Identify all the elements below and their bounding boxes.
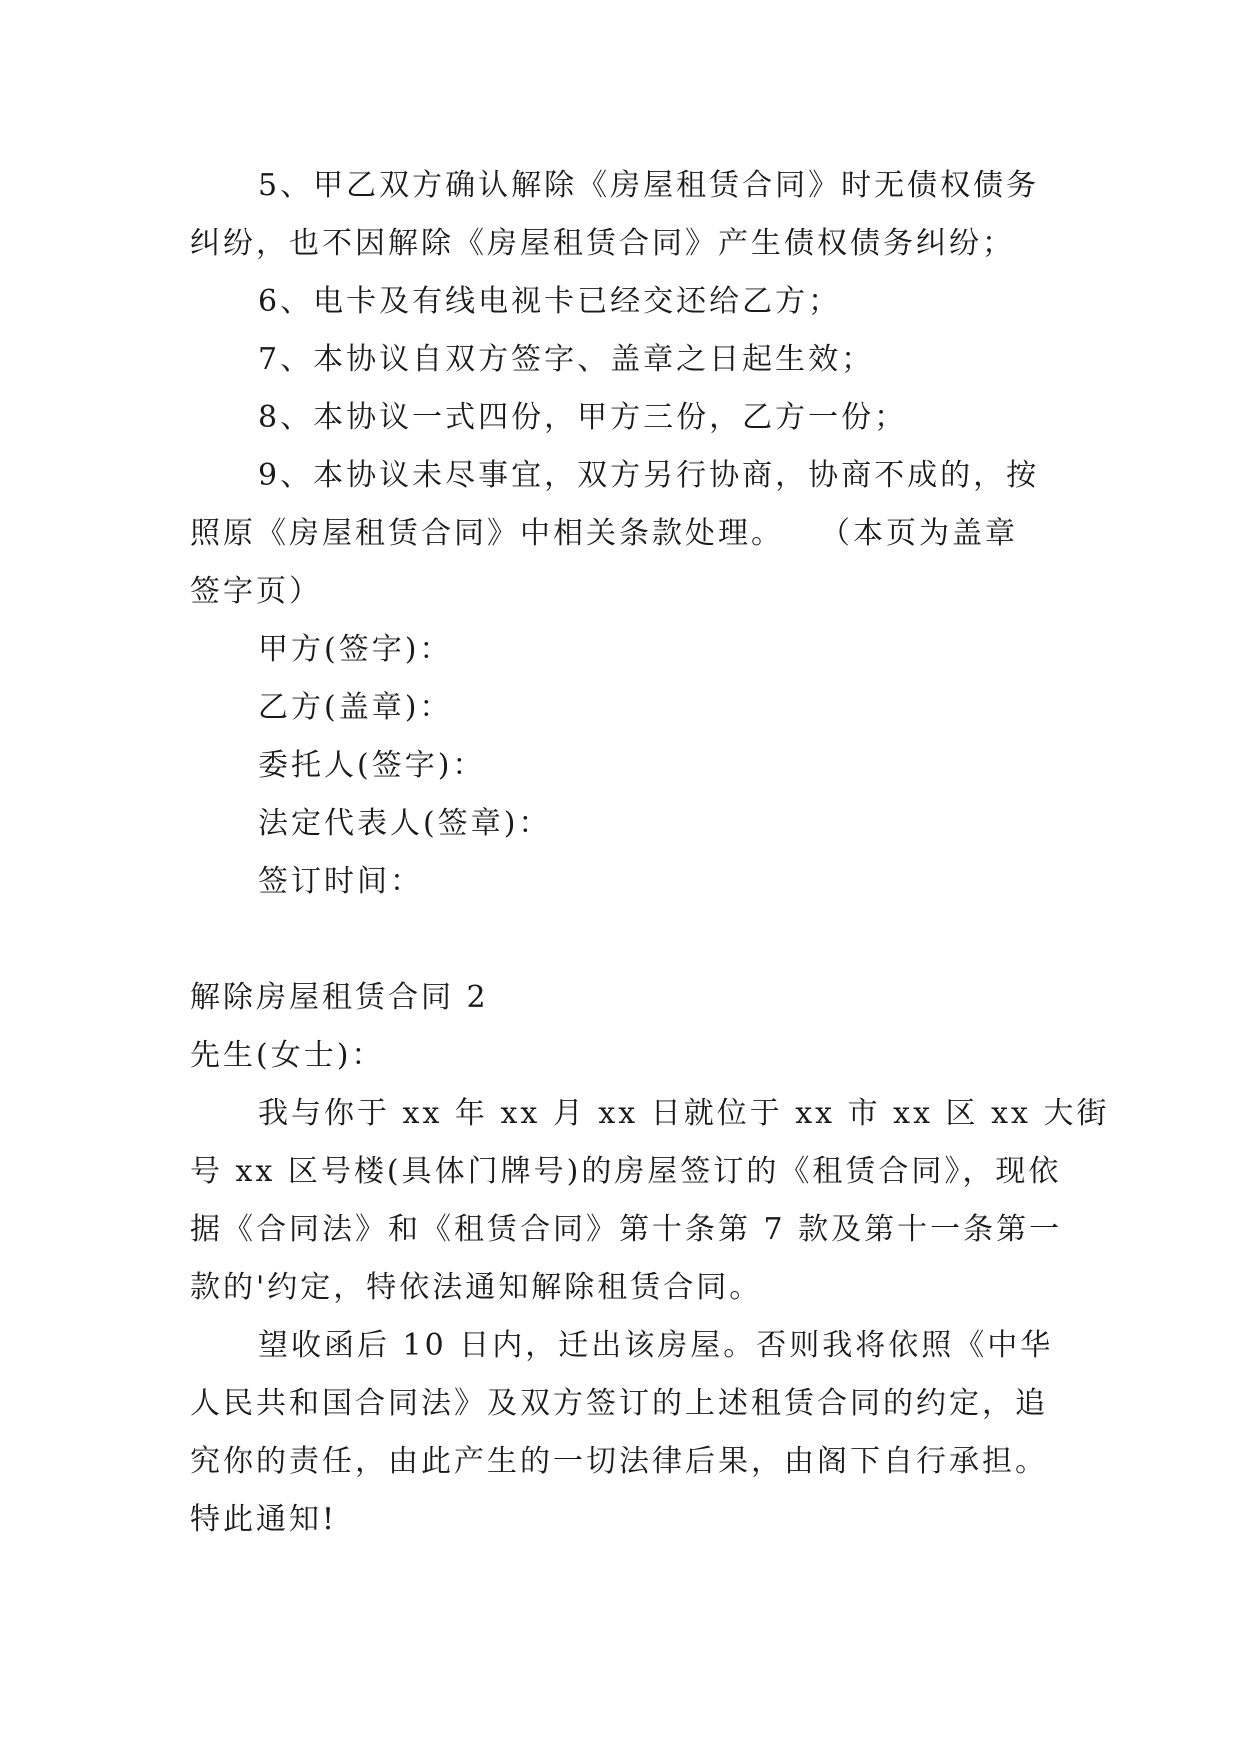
notice-paragraph-1-line-2: 号 xx 区号楼(具体门牌号)的房屋签订的《租赁合同》，现依 — [190, 1154, 1062, 1189]
agent-signature: 委托人(签字)： — [258, 748, 486, 783]
notice-paragraph-1-line-1: 我与你于 xx 年 xx 月 xx 日就位于 xx 市 xx 区 xx 大街 — [258, 1096, 1110, 1131]
notice-paragraph-1-line-4: 款的'约定，特依法通知解除租赁合同。 — [190, 1270, 763, 1305]
salutation: 先生(女士)： — [190, 1038, 385, 1073]
party-b-seal: 乙方(盖章)： — [258, 690, 453, 725]
clause-5-line-2: 纠纷，也不因解除《房屋租赁合同》产生债权债务纠纷； — [190, 226, 1015, 261]
clause-9-line-3: 签字页） — [190, 574, 322, 609]
notice-paragraph-2-line-1: 望收函后 10 日内，迁出该房屋。否则我将依照《中华 — [258, 1328, 1054, 1363]
notice-paragraph-2-line-3: 究你的责任，由此产生的一切法律后果，由阁下自行承担。 — [190, 1444, 1048, 1479]
clause-8: 8、本协议一式四份，甲方三份，乙方一份； — [258, 400, 908, 435]
notice-paragraph-2-line-2: 人民共和国合同法》及双方签订的上述租赁合同的约定，追 — [190, 1386, 1048, 1421]
clause-9-line-1: 9、本协议未尽事宜，双方另行协商，协商不成的，按 — [258, 458, 1040, 493]
clause-5-line-1: 5、甲乙双方确认解除《房屋租赁合同》时无债权债务 — [258, 168, 1040, 203]
clause-6: 6、电卡及有线电视卡已经交还给乙方； — [258, 284, 842, 319]
clause-9-line-2: 照原《房屋租赁合同》中相关条款处理。 （本页为盖章 — [190, 516, 1018, 551]
party-a-signature: 甲方(签字)： — [258, 632, 453, 667]
signing-date: 签订时间： — [258, 864, 423, 899]
clause-7: 7、本协议自双方签字、盖章之日起生效； — [258, 342, 875, 377]
section-title: 解除房屋租赁合同 2 — [190, 980, 489, 1015]
notice-paragraph-1-line-3: 据《合同法》和《租赁合同》第十条第 7 款及第十一条第一 — [190, 1212, 1063, 1247]
notice-closing: 特此通知! — [190, 1502, 338, 1537]
legal-representative-signature: 法定代表人(签章)： — [258, 806, 552, 841]
